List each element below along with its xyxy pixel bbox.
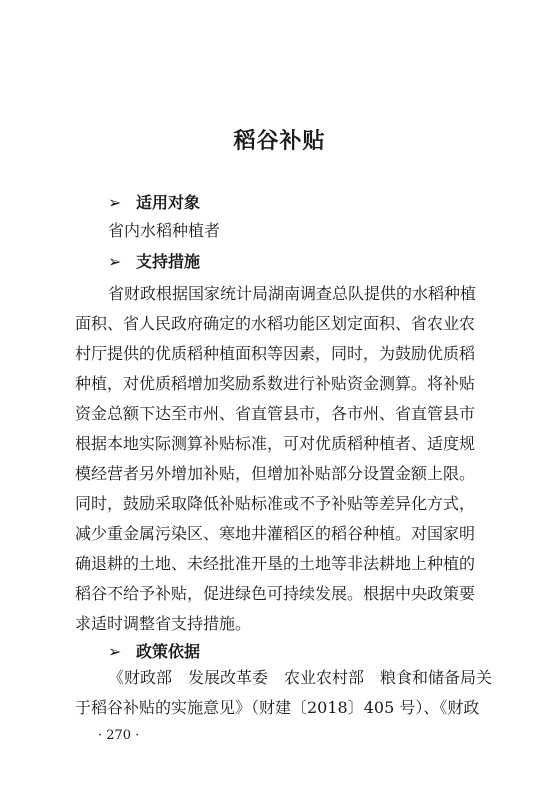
measures-line: 面积、省人民政府确定的水稻功能区划定面积、省农业农 bbox=[75, 314, 476, 333]
measures-line: 种植，对优质稻增加奖励系数进行补贴资金测算。将补贴 bbox=[75, 374, 476, 393]
section-heading-basis bbox=[108, 639, 200, 662]
measures-line: 模经营者另外增加补贴，但增加补贴部分设置金额上限。 bbox=[75, 464, 476, 483]
arrow-bullet-icon: ➢ bbox=[108, 642, 122, 661]
measures-line: 稻谷不给予补贴，促进绿色可持续发展。根据中央政策要 bbox=[75, 584, 476, 603]
arrow-bullet-icon: ➢ bbox=[108, 193, 122, 212]
measures-line: 求适时调整省支持措施。 bbox=[75, 614, 252, 633]
basis-line: 于稻谷补贴的实施意见》（财建〔2018〕405 号）、《财政 bbox=[75, 698, 480, 717]
section-heading-label: 适用对象 bbox=[136, 193, 201, 212]
section-heading-measures bbox=[108, 249, 200, 272]
page-number: · 270 · bbox=[98, 728, 140, 743]
arrow-bullet-icon: ➢ bbox=[108, 252, 122, 271]
measures-line: 确退耕的土地、未经批准开垦的土地等非法耕地上种植的 bbox=[75, 554, 476, 573]
target-text: 省内水稻种植者 bbox=[108, 221, 221, 240]
section-heading-target bbox=[108, 190, 200, 213]
measures-line: 省财政根据国家统计局湖南调查总队提供的水稻种植 bbox=[108, 284, 477, 303]
measures-line: 减少重金属污染区、寒地井灌稻区的稻谷种植。对国家明 bbox=[75, 524, 476, 543]
measures-line: 村厅提供的优质稻种植面积等因素，同时，为鼓励优质稻 bbox=[75, 344, 476, 363]
measures-line: 同时，鼓励采取降低补贴标准或不予补贴等差异化方式， bbox=[75, 494, 476, 513]
section-heading-label: 政策依据 bbox=[136, 642, 201, 661]
measures-line: 资金总额下达至市州、省直管县市，各市州、省直管县市 bbox=[75, 404, 476, 423]
page-title: 稻谷补贴 bbox=[233, 129, 326, 154]
basis-line: 《财政部 发展改革委 农业农村部 粮食和储备局关 bbox=[108, 668, 493, 687]
section-heading-label: 支持措施 bbox=[136, 252, 201, 271]
measures-line: 根据本地实际测算补贴标准，可对优质稻种植者、适度规 bbox=[75, 434, 476, 453]
